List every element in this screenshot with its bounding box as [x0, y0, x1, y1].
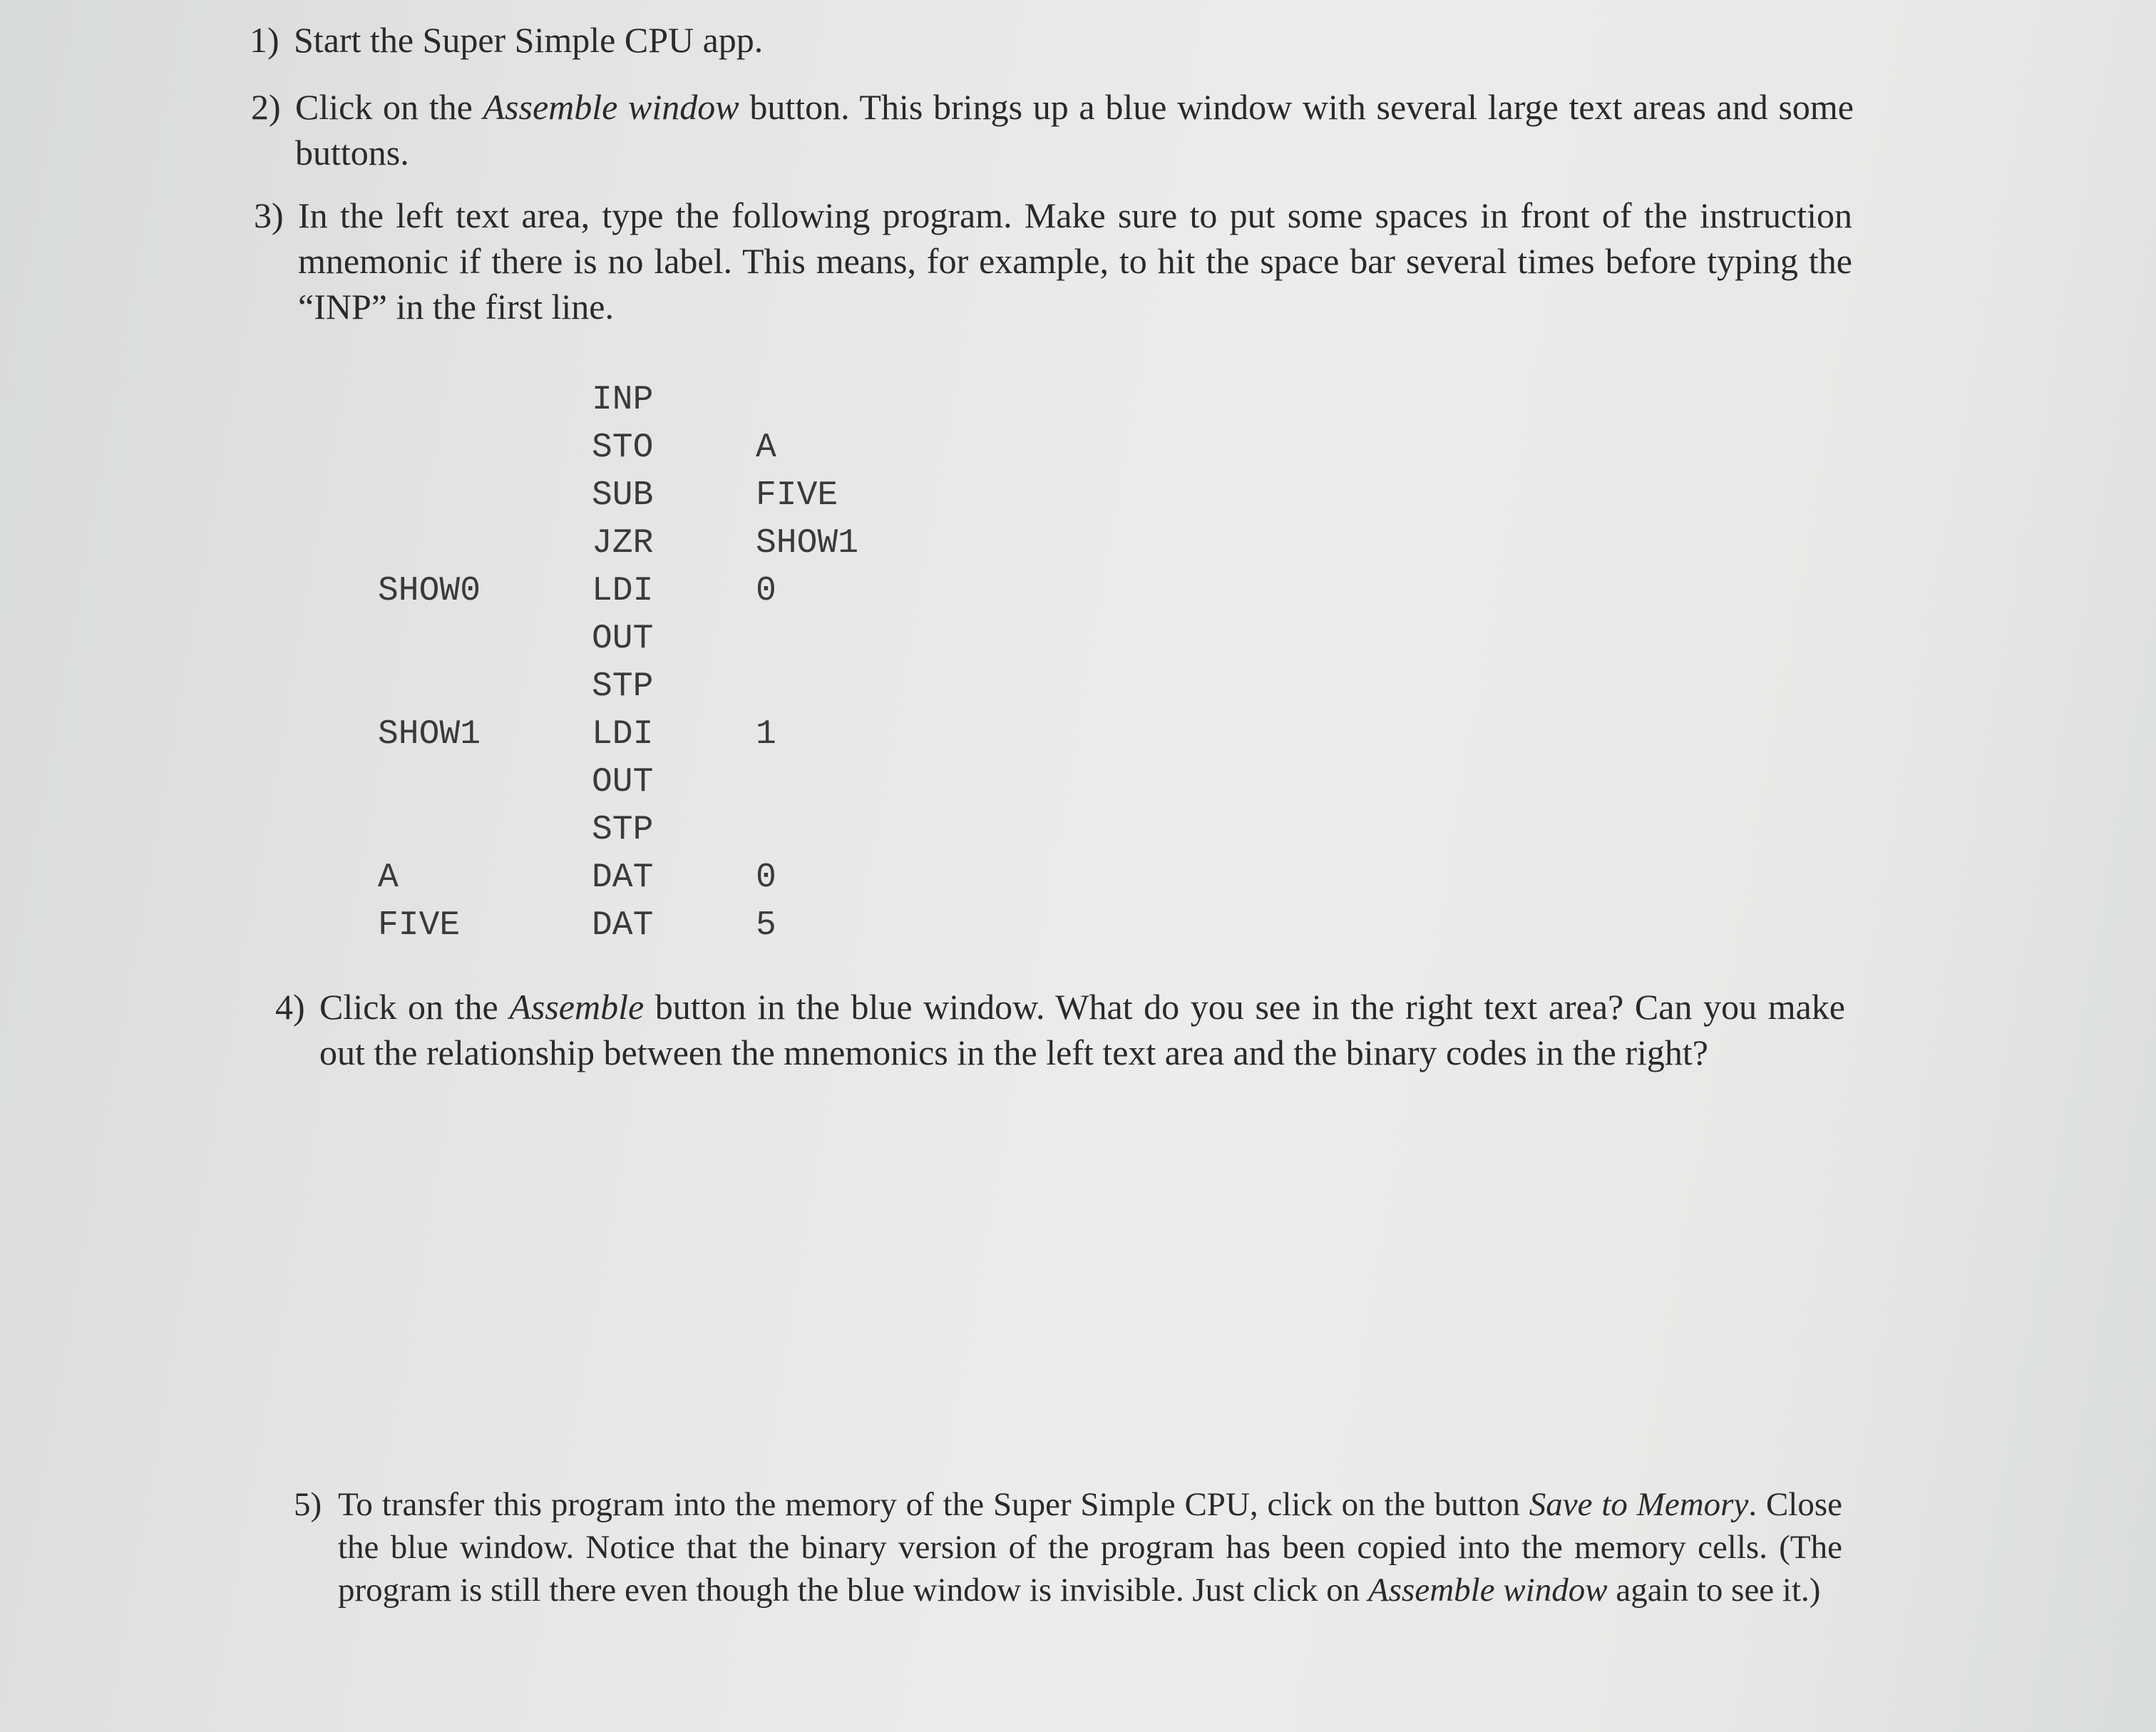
step-5 [294, 1483, 1842, 1611]
program-mnemonic: LDI [592, 715, 654, 754]
program-listing [371, 376, 1012, 950]
step-text-segment: Click on the [295, 87, 483, 127]
step-1 [250, 17, 1848, 63]
step-text-segment: . Close the blue window. Notice that the binary version of the program has been copied into the memory cells. (The program is still there even though the blue window is invisible. Just click on [338, 1486, 1842, 1609]
step-text-segment: To transfer this program into the memory of the Super Simple CPU, click on the button [338, 1486, 1529, 1523]
step-2 [251, 84, 1854, 175]
program-operand: 0 [756, 859, 776, 897]
step-text-segment: again to see it.) [1607, 1572, 1821, 1609]
step-4 [275, 984, 1845, 1075]
step-text [295, 84, 1854, 175]
step-number: 3) [254, 195, 284, 235]
step-text-segment: Click on the [319, 987, 510, 1027]
program-line [371, 663, 1012, 711]
program-line [371, 759, 1012, 806]
program-mnemonic: DAT [592, 906, 654, 945]
program-label: SHOW0 [378, 572, 481, 610]
step-text-emphasis: Assemble window [483, 87, 739, 127]
step-number: 1) [250, 20, 279, 60]
program-line [371, 711, 1012, 759]
program-mnemonic: JZR [592, 524, 654, 563]
program-label: A [378, 859, 399, 897]
step-text-emphasis: Save to Memory [1529, 1486, 1749, 1523]
step-text [298, 193, 1852, 329]
step-number: 4) [275, 987, 305, 1027]
step-text-segment: In the left text area, type the following program. Make sure to put some spaces in front of the instruction mnemonic if there is no label. This means, for example, to hit the space bar several times before typing the “INP” in the first line. [298, 195, 1852, 327]
program-line [371, 854, 1012, 902]
program-operand: SHOW1 [756, 524, 859, 563]
program-mnemonic: INP [592, 381, 654, 419]
step-text-emphasis: Assemble [509, 987, 645, 1027]
step-3 [254, 193, 1852, 329]
program-operand: A [756, 429, 776, 467]
program-line [371, 902, 1012, 950]
step-text-segment: Start the Super Simple CPU app. [294, 20, 764, 60]
step-text [319, 984, 1845, 1075]
step-text [338, 1483, 1842, 1611]
program-mnemonic: STP [592, 667, 654, 706]
program-line [371, 568, 1012, 615]
program-mnemonic: SUB [592, 476, 654, 515]
program-label: SHOW1 [378, 715, 481, 754]
program-operand: 5 [756, 906, 776, 945]
step-number: 2) [251, 87, 281, 127]
program-operand: 0 [756, 572, 776, 610]
program-mnemonic: DAT [592, 859, 654, 897]
step-text-emphasis: Assemble window [1368, 1572, 1608, 1609]
program-mnemonic: OUT [592, 763, 654, 801]
program-line [371, 520, 1012, 568]
program-operand: 1 [756, 715, 776, 754]
program-line [371, 806, 1012, 854]
program-operand: FIVE [756, 476, 838, 515]
program-mnemonic: OUT [592, 620, 654, 658]
program-mnemonic: STO [592, 429, 654, 467]
program-line [371, 376, 1012, 424]
program-line [371, 615, 1012, 663]
step-text [294, 17, 1848, 63]
step-text-segment: button in the blue window. What do you see in the right text area? Can you make out the relationship between the mnemonics in the left text area and the binary codes in the right? [319, 987, 1845, 1072]
program-label: FIVE [378, 906, 461, 945]
step-number: 5) [294, 1486, 322, 1523]
program-line [371, 472, 1012, 520]
step-text-segment: button. This brings up a blue window with several large text areas and some buttons. [295, 87, 1854, 173]
program-mnemonic: LDI [592, 572, 654, 610]
program-line [371, 424, 1012, 472]
program-mnemonic: STP [592, 811, 654, 849]
